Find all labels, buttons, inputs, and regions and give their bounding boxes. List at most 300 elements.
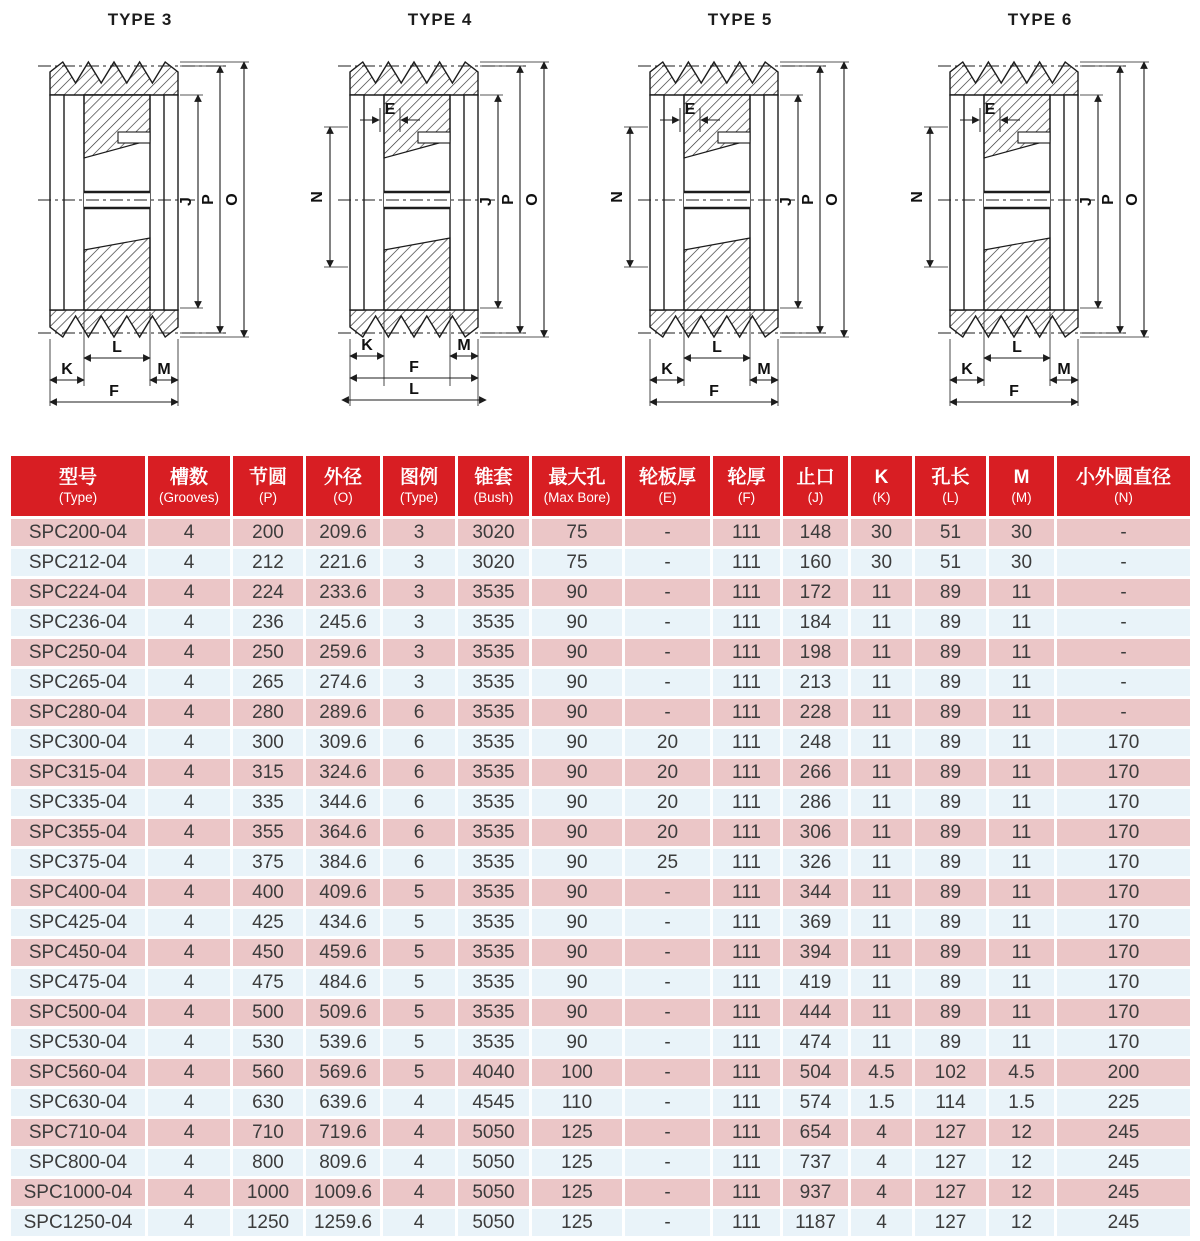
cell: 111 — [713, 879, 780, 906]
cell: 11 — [989, 939, 1054, 966]
cell: 5 — [383, 909, 455, 936]
cell: 4 — [148, 999, 230, 1026]
cell: SPC500-04 — [11, 999, 145, 1026]
top-groove-rim — [50, 62, 178, 95]
column-header-zh: 图例 — [399, 466, 438, 488]
cell: 11 — [989, 609, 1054, 636]
cell: 419 — [783, 969, 848, 996]
cell: 170 — [1057, 879, 1190, 906]
cell: 90 — [532, 669, 622, 696]
cell: 200 — [233, 519, 303, 546]
cell: 3535 — [458, 969, 529, 996]
cell: 3 — [383, 669, 455, 696]
column-header-zh: 轮厚 — [727, 466, 766, 488]
table-row — [11, 849, 1190, 876]
column-header-10 — [851, 456, 912, 516]
cell: 3 — [383, 609, 455, 636]
pulley-drawing — [900, 30, 1200, 453]
taper-bush-bottom — [384, 238, 450, 310]
cell: 127 — [915, 1179, 986, 1206]
cell: 12 — [989, 1209, 1054, 1236]
top-groove-rim — [950, 62, 1078, 95]
cell: 172 — [783, 579, 848, 606]
dim-label-F: F — [109, 383, 119, 400]
cell: 225 — [1057, 1089, 1190, 1116]
cell: 233.6 — [306, 579, 380, 606]
cell: 4 — [851, 1149, 912, 1176]
cell: 569.6 — [306, 1059, 380, 1086]
cell: 245 — [1057, 1209, 1190, 1236]
column-header-6 — [532, 456, 622, 516]
cell: 4 — [148, 1119, 230, 1146]
cell: 90 — [532, 909, 622, 936]
cell: 209.6 — [306, 519, 380, 546]
cell: - — [625, 999, 710, 1026]
column-header-zh: 外径 — [323, 466, 362, 488]
right-flange — [464, 95, 478, 310]
cell: - — [1057, 609, 1190, 636]
cell: 355 — [233, 819, 303, 846]
cell: - — [625, 549, 710, 576]
cell: 89 — [915, 939, 986, 966]
dim-label-P: P — [800, 194, 817, 205]
cell: 539.6 — [306, 1029, 380, 1056]
cell: 4 — [148, 909, 230, 936]
cell: 125 — [532, 1119, 622, 1146]
cell: - — [1057, 549, 1190, 576]
cell: 89 — [915, 969, 986, 996]
dim-label-M: M — [1057, 361, 1071, 378]
cell: 4 — [851, 1179, 912, 1206]
cell: 89 — [915, 1029, 986, 1056]
cell: 710 — [233, 1119, 303, 1146]
table-row — [11, 1059, 1190, 1086]
cell: 3535 — [458, 819, 529, 846]
cell: 475 — [233, 969, 303, 996]
column-header-en: (Bush) — [473, 489, 514, 505]
dim-label-L: L — [1012, 339, 1022, 356]
cell: 11 — [851, 819, 912, 846]
diagram-type-3 — [0, 0, 300, 453]
cell: 434.6 — [306, 909, 380, 936]
cell: 3535 — [458, 849, 529, 876]
table-row — [11, 1209, 1190, 1236]
cell: 236 — [233, 609, 303, 636]
cell: - — [625, 669, 710, 696]
pulley-drawing — [0, 30, 300, 453]
cell: 274.6 — [306, 669, 380, 696]
cell: 170 — [1057, 909, 1190, 936]
column-header-zh: 最大孔 — [548, 466, 606, 488]
cell: 11 — [851, 1029, 912, 1056]
cell: 90 — [532, 969, 622, 996]
dim-label-P: P — [200, 194, 217, 205]
cell: 3535 — [458, 669, 529, 696]
dim-label-K: K — [61, 361, 73, 378]
table-row — [11, 699, 1190, 726]
cell: 11 — [989, 789, 1054, 816]
cell: 125 — [532, 1179, 622, 1206]
cell: 89 — [915, 639, 986, 666]
cell: 89 — [915, 849, 986, 876]
cell: 250 — [233, 639, 303, 666]
cell: 3535 — [458, 729, 529, 756]
cell: 89 — [915, 909, 986, 936]
cell: SPC250-04 — [11, 639, 145, 666]
column-header-3 — [306, 456, 380, 516]
table-row — [11, 639, 1190, 666]
table-row — [11, 1119, 1190, 1146]
cell: 90 — [532, 639, 622, 666]
cell: 170 — [1057, 819, 1190, 846]
cell: 90 — [532, 789, 622, 816]
cell: 224 — [233, 579, 303, 606]
cell: 4 — [148, 699, 230, 726]
cell: 170 — [1057, 999, 1190, 1026]
cell: 11 — [851, 639, 912, 666]
dim-label-O: O — [524, 193, 541, 206]
cell: 4545 — [458, 1089, 529, 1116]
dim-label-O: O — [1124, 193, 1141, 206]
cell: 4 — [383, 1119, 455, 1146]
cell: 1259.6 — [306, 1209, 380, 1236]
dim-label-E: E — [684, 101, 696, 118]
cell: 125 — [532, 1209, 622, 1236]
cell: 409.6 — [306, 879, 380, 906]
cell: 5 — [383, 969, 455, 996]
keyway — [118, 132, 150, 143]
column-header-5 — [458, 456, 529, 516]
column-header-zh: 槽数 — [169, 466, 208, 488]
top-groove-rim — [650, 62, 778, 95]
cell: 90 — [532, 609, 622, 636]
cell: SPC335-04 — [11, 789, 145, 816]
cell: 245 — [1057, 1179, 1190, 1206]
cell: 4 — [851, 1209, 912, 1236]
cell: 125 — [532, 1149, 622, 1176]
cell: 111 — [713, 1149, 780, 1176]
cell: 444 — [783, 999, 848, 1026]
cell: 212 — [233, 549, 303, 576]
cell: 574 — [783, 1089, 848, 1116]
cell: 3535 — [458, 759, 529, 786]
cell: 245 — [1057, 1119, 1190, 1146]
cell: - — [1057, 699, 1190, 726]
cell: 89 — [915, 789, 986, 816]
cell: 100 — [532, 1059, 622, 1086]
cell: 309.6 — [306, 729, 380, 756]
dim-label-M: M — [457, 337, 471, 354]
cell: 111 — [713, 909, 780, 936]
column-header-1 — [148, 456, 230, 516]
cell: 111 — [713, 699, 780, 726]
cell: SPC236-04 — [11, 609, 145, 636]
dim-label-K: K — [361, 337, 373, 354]
cell: 111 — [713, 609, 780, 636]
dim-label-N: N — [909, 191, 926, 203]
right-flange — [1064, 95, 1078, 310]
cell: - — [625, 909, 710, 936]
cell: 111 — [713, 1029, 780, 1056]
cell: 11 — [851, 729, 912, 756]
diagram-type-4 — [300, 0, 600, 453]
column-header-en: (P) — [259, 489, 277, 505]
cell: 5 — [383, 999, 455, 1026]
table-row — [11, 1029, 1190, 1056]
top-groove-rim — [350, 62, 478, 95]
cell: 11 — [851, 999, 912, 1026]
cell: 937 — [783, 1179, 848, 1206]
cell: 148 — [783, 519, 848, 546]
column-header-en: (K) — [872, 489, 891, 505]
cell: 326 — [783, 849, 848, 876]
cell: - — [1057, 579, 1190, 606]
cell: 11 — [989, 879, 1054, 906]
cell: 11 — [989, 579, 1054, 606]
cell: 4 — [148, 549, 230, 576]
cell: 4 — [148, 849, 230, 876]
cell: 630 — [233, 1089, 303, 1116]
cell: 51 — [915, 519, 986, 546]
cell: 5 — [383, 1029, 455, 1056]
cell: 90 — [532, 999, 622, 1026]
cell: - — [625, 519, 710, 546]
cell: 111 — [713, 1089, 780, 1116]
cell: 384.6 — [306, 849, 380, 876]
cell: SPC710-04 — [11, 1119, 145, 1146]
cell: 265 — [233, 669, 303, 696]
left-flange — [650, 95, 664, 310]
cell: 4040 — [458, 1059, 529, 1086]
cell: 30 — [989, 549, 1054, 576]
cell: 509.6 — [306, 999, 380, 1026]
cell: 75 — [532, 549, 622, 576]
cell: 335 — [233, 789, 303, 816]
dim-label-F: F — [1009, 383, 1019, 400]
cell: - — [625, 879, 710, 906]
cell: 11 — [851, 609, 912, 636]
taper-bush-bottom — [84, 238, 150, 310]
cell: 111 — [713, 969, 780, 996]
cell: 127 — [915, 1119, 986, 1146]
table-row — [11, 549, 1190, 576]
cell: 11 — [989, 819, 1054, 846]
right-flange — [164, 95, 178, 310]
cell: 111 — [713, 549, 780, 576]
cell: SPC300-04 — [11, 729, 145, 756]
dim-label-E: E — [984, 101, 996, 118]
cell: 4 — [148, 789, 230, 816]
cell: 4 — [148, 879, 230, 906]
cell: 20 — [625, 759, 710, 786]
cell: 213 — [783, 669, 848, 696]
table-row — [11, 519, 1190, 546]
cell: - — [625, 969, 710, 996]
cell: SPC530-04 — [11, 1029, 145, 1056]
cell: 11 — [851, 909, 912, 936]
cell: 4.5 — [989, 1059, 1054, 1086]
cell: 90 — [532, 699, 622, 726]
cell: 89 — [915, 759, 986, 786]
cell: SPC1000-04 — [11, 1179, 145, 1206]
cell: 228 — [783, 699, 848, 726]
column-header-zh: 轮板厚 — [638, 466, 696, 488]
cell: 3535 — [458, 909, 529, 936]
column-header-zh: K — [874, 466, 889, 488]
dim-label-K: K — [961, 361, 973, 378]
cell: 11 — [989, 969, 1054, 996]
diagram-type-5 — [600, 0, 900, 453]
cell: 364.6 — [306, 819, 380, 846]
cell: 4 — [148, 1089, 230, 1116]
cell: 89 — [915, 879, 986, 906]
cell: 3535 — [458, 699, 529, 726]
column-header-en: (M) — [1011, 489, 1032, 505]
diagram-title: TYPE 5 — [707, 10, 773, 29]
keyway — [1018, 132, 1050, 143]
cell: 11 — [989, 909, 1054, 936]
cell: 11 — [851, 939, 912, 966]
column-header-en: (Type) — [58, 489, 98, 505]
cell: SPC630-04 — [11, 1089, 145, 1116]
cell: 89 — [915, 669, 986, 696]
cell: 111 — [713, 789, 780, 816]
cell: 719.6 — [306, 1119, 380, 1146]
cell: 111 — [713, 1179, 780, 1206]
diagram-title: TYPE 4 — [407, 10, 473, 29]
cell: 102 — [915, 1059, 986, 1086]
cell: 11 — [851, 969, 912, 996]
cell: 3535 — [458, 999, 529, 1026]
cell: 459.6 — [306, 939, 380, 966]
cell: 3535 — [458, 1029, 529, 1056]
cell: 6 — [383, 759, 455, 786]
cell: 344.6 — [306, 789, 380, 816]
cell: 3535 — [458, 789, 529, 816]
cell: 450 — [233, 939, 303, 966]
column-header-zh: 孔长 — [931, 466, 970, 488]
cell: 90 — [532, 879, 622, 906]
table-header-row — [11, 456, 1190, 516]
cell: 170 — [1057, 939, 1190, 966]
cell: SPC450-04 — [11, 939, 145, 966]
cell: 1187 — [783, 1209, 848, 1236]
cell: - — [625, 609, 710, 636]
column-header-en: (L) — [942, 489, 959, 505]
keyway — [718, 132, 750, 143]
cell: 170 — [1057, 759, 1190, 786]
cell: SPC375-04 — [11, 849, 145, 876]
cell: 809.6 — [306, 1149, 380, 1176]
cell: 11 — [989, 729, 1054, 756]
cell: 4 — [148, 759, 230, 786]
cell: 170 — [1057, 789, 1190, 816]
cell: 4 — [148, 519, 230, 546]
cell: 12 — [989, 1119, 1054, 1146]
cell: 737 — [783, 1149, 848, 1176]
cell: 30 — [851, 519, 912, 546]
cell: 111 — [713, 729, 780, 756]
cell: 639.6 — [306, 1089, 380, 1116]
cell: 560 — [233, 1059, 303, 1086]
dim-label-J: J — [778, 197, 795, 206]
cell: 111 — [713, 1119, 780, 1146]
cell: 89 — [915, 579, 986, 606]
cell: 4 — [148, 609, 230, 636]
cell: - — [625, 699, 710, 726]
cell: SPC212-04 — [11, 549, 145, 576]
cell: SPC800-04 — [11, 1149, 145, 1176]
table-row — [11, 729, 1190, 756]
cell: 90 — [532, 819, 622, 846]
cell: 12 — [989, 1179, 1054, 1206]
cell: - — [625, 579, 710, 606]
cell: 5 — [383, 879, 455, 906]
cell: 20 — [625, 789, 710, 816]
cell: 1000 — [233, 1179, 303, 1206]
cell: 11 — [989, 849, 1054, 876]
dim-label-K: K — [661, 361, 673, 378]
table-row — [11, 1149, 1190, 1176]
cell: 111 — [713, 519, 780, 546]
table-row — [11, 909, 1190, 936]
cell: 484.6 — [306, 969, 380, 996]
cell: 51 — [915, 549, 986, 576]
cell: 3535 — [458, 939, 529, 966]
table-row — [11, 969, 1190, 996]
column-header-13 — [1057, 456, 1190, 516]
column-header-en: (Type) — [399, 489, 439, 505]
cell: 5050 — [458, 1179, 529, 1206]
cell: 245 — [1057, 1149, 1190, 1176]
table-row — [11, 939, 1190, 966]
cell: 1.5 — [851, 1089, 912, 1116]
cell: 5050 — [458, 1119, 529, 1146]
column-header-zh: 止口 — [796, 466, 835, 488]
column-header-9 — [783, 456, 848, 516]
column-header-zh: 型号 — [58, 466, 97, 488]
cell: 1.5 — [989, 1089, 1054, 1116]
cell: 280 — [233, 699, 303, 726]
taper-bush-bottom — [984, 238, 1050, 310]
cell: 286 — [783, 789, 848, 816]
cell: 11 — [989, 699, 1054, 726]
cell: 89 — [915, 729, 986, 756]
cell: 3 — [383, 549, 455, 576]
column-header-en: (O) — [333, 489, 353, 505]
cell: 5050 — [458, 1149, 529, 1176]
cell: 3 — [383, 579, 455, 606]
cell: 800 — [233, 1149, 303, 1176]
cell: 400 — [233, 879, 303, 906]
cell: 4 — [383, 1209, 455, 1236]
cell: 5 — [383, 939, 455, 966]
table-row — [11, 1179, 1190, 1206]
cell: 5 — [383, 1059, 455, 1086]
cell: - — [625, 1119, 710, 1146]
cell: 90 — [532, 759, 622, 786]
table-row — [11, 999, 1190, 1026]
cell: 500 — [233, 999, 303, 1026]
column-header-zh: 节圆 — [248, 466, 287, 488]
cell: 89 — [915, 699, 986, 726]
cell: 11 — [851, 759, 912, 786]
cell: SPC355-04 — [11, 819, 145, 846]
cell: 530 — [233, 1029, 303, 1056]
column-header-zh: 小外圆直径 — [1075, 466, 1171, 488]
column-header-12 — [989, 456, 1054, 516]
dim-label-F: F — [409, 359, 419, 376]
